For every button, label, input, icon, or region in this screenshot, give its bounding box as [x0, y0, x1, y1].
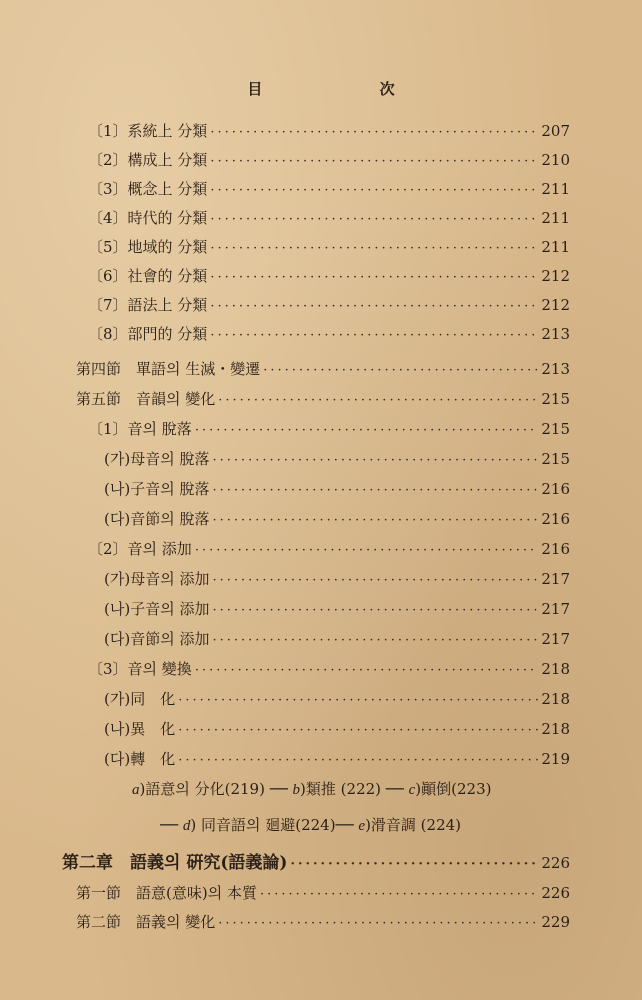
toc-entry-title: 〔8〕部門的 分類 — [88, 325, 208, 343]
leader-dots — [210, 154, 538, 169]
toc-entry[interactable] — [88, 265, 570, 287]
toc-entry[interactable] — [88, 418, 570, 440]
note-text: )語意의 分化(219) ── — [139, 780, 293, 798]
toc-entry[interactable] — [88, 207, 570, 229]
note-text: )類推 (222) ── — [300, 780, 409, 798]
leader-dots — [210, 299, 538, 314]
toc-entry[interactable] — [88, 149, 570, 171]
toc-entry-title: (나)子音의 添加 — [104, 600, 210, 618]
toc-entry-page: 219 — [541, 750, 570, 768]
leader-dots — [212, 633, 538, 648]
toc-entry-page: 215 — [541, 420, 570, 438]
toc-subentry[interactable] — [104, 448, 570, 470]
toc-entry[interactable] — [88, 120, 570, 142]
toc-entry-title: 〔5〕地域的 分類 — [88, 238, 208, 256]
toc-entry[interactable] — [88, 178, 570, 200]
toc-entry-page: 226 — [541, 854, 570, 872]
toc-entry-page: 215 — [541, 390, 570, 408]
toc-entry-title: 〔1〕音의 脫落 — [88, 420, 192, 438]
leader-dots — [212, 573, 538, 588]
toc-entry-page: 226 — [541, 884, 570, 902]
leader-dots — [290, 857, 538, 872]
leader-dots — [260, 887, 538, 902]
toc-entry-title: (가)母音의 添加 — [104, 570, 210, 588]
toc-entry-title: (나)子音의 脫落 — [104, 480, 210, 498]
toc-entry-title: 第二節 語義의 變化 — [76, 913, 216, 931]
note-marker: d — [182, 818, 191, 834]
leader-dots — [212, 603, 538, 618]
toc-entry-title: 第二章 語義의 硏究(語義論) — [62, 853, 288, 873]
toc-subentry[interactable] — [104, 508, 570, 530]
toc-section[interactable] — [76, 358, 570, 380]
leader-dots — [178, 723, 538, 738]
toc-entry-page: 207 — [541, 122, 570, 140]
toc-entry[interactable] — [88, 323, 570, 345]
toc-entry-title: 〔3〕音의 變換 — [88, 660, 192, 678]
toc-subentry[interactable] — [104, 628, 570, 650]
toc-entry-title: 〔7〕語法上 分類 — [88, 296, 208, 314]
toc-entry-page: 216 — [541, 480, 570, 498]
leader-dots — [178, 753, 538, 768]
toc-entry[interactable] — [88, 658, 570, 680]
leader-dots — [210, 270, 538, 285]
toc-entry-title: (다)音節의 添加 — [104, 630, 210, 648]
toc-entry-page: 211 — [541, 209, 570, 227]
toc-entry-page: 211 — [541, 180, 570, 198]
toc-entry-page: 215 — [541, 450, 570, 468]
leader-dots — [212, 513, 538, 528]
toc-entry-page: 217 — [541, 630, 570, 648]
toc-subentry[interactable] — [104, 688, 570, 710]
leader-dots — [218, 393, 538, 408]
leader-dots — [263, 363, 538, 378]
toc-entry-page: 212 — [541, 296, 570, 314]
toc-chapter[interactable] — [62, 848, 570, 873]
toc-entry-page: 217 — [541, 600, 570, 618]
toc-entry-title: (다)轉 化 — [104, 750, 176, 768]
toc-entry-page: 211 — [541, 238, 570, 256]
toc-entry-title: 第五節 音韻의 變化 — [76, 390, 216, 408]
toc-subentry[interactable] — [104, 718, 570, 740]
toc-entry-page: 218 — [541, 660, 570, 678]
note-marker: c — [408, 782, 416, 798]
toc-entry[interactable] — [88, 538, 570, 560]
leader-dots — [195, 543, 539, 558]
leader-dots — [212, 483, 538, 498]
toc-entry-page: 213 — [541, 360, 570, 378]
toc-entry-title: 〔4〕時代的 分類 — [88, 209, 208, 227]
toc-entry-title: 第一節 語意(意味)의 本質 — [76, 884, 257, 902]
toc-entry-page: 216 — [541, 540, 570, 558]
toc-entry-page: 216 — [541, 510, 570, 528]
note-marker: b — [292, 782, 301, 798]
toc-entry-title: (가)母音의 脫落 — [104, 450, 210, 468]
toc-section[interactable] — [76, 911, 570, 933]
toc-entry[interactable] — [88, 294, 570, 316]
toc-entry-page: 217 — [541, 570, 570, 588]
toc-entry-title: 第四節 單語의 生滅・變遷 — [76, 360, 261, 378]
leader-dots — [195, 423, 539, 438]
note-text: ── — [160, 816, 183, 834]
toc-entry-title: 〔2〕音의 添加 — [88, 540, 192, 558]
leader-dots — [210, 328, 538, 343]
note-text: )顚倒(223) — [415, 780, 492, 798]
toc-note-line — [160, 814, 461, 835]
leader-dots — [210, 183, 538, 198]
note-text: ) 同音語의 廻避(224)── — [190, 816, 359, 834]
toc-entry-page: 229 — [541, 913, 570, 931]
leader-dots — [210, 125, 538, 140]
leader-dots — [195, 663, 539, 678]
toc-note-line — [132, 778, 491, 799]
toc-entry-title: 〔2〕構成上 分類 — [88, 151, 208, 169]
toc-subentry[interactable] — [104, 748, 570, 770]
toc-entry-title: (다)音節의 脫落 — [104, 510, 210, 528]
leader-dots — [212, 453, 538, 468]
toc-subentry[interactable] — [104, 568, 570, 590]
leader-dots — [178, 693, 538, 708]
toc-entry-page: 218 — [541, 720, 570, 738]
note-marker: a — [132, 782, 140, 798]
leader-dots — [210, 241, 538, 256]
toc-section[interactable] — [76, 388, 570, 410]
toc-entry[interactable] — [88, 236, 570, 258]
toc-entry-title: 〔6〕社會的 分類 — [88, 267, 208, 285]
toc-subentry[interactable] — [104, 598, 570, 620]
page-title: 目 次 — [247, 80, 451, 98]
toc-entry-page: 213 — [541, 325, 570, 343]
toc-entry-page: 218 — [541, 690, 570, 708]
note-text: )滑音調 (224) — [365, 816, 462, 834]
toc-entry-title: 〔1〕系統上 分類 — [88, 122, 208, 140]
toc-section[interactable] — [76, 882, 570, 904]
toc-entry-page: 210 — [541, 151, 570, 169]
note-marker: e — [358, 818, 366, 834]
toc-entry-title: 〔3〕概念上 分類 — [88, 180, 208, 198]
toc-entry-page: 212 — [541, 267, 570, 285]
toc-entry-title: (나)異 化 — [104, 720, 176, 738]
leader-dots — [210, 212, 538, 227]
toc-entry-title: (가)同 化 — [104, 690, 176, 708]
toc-subentry[interactable] — [104, 478, 570, 500]
leader-dots — [218, 916, 538, 931]
